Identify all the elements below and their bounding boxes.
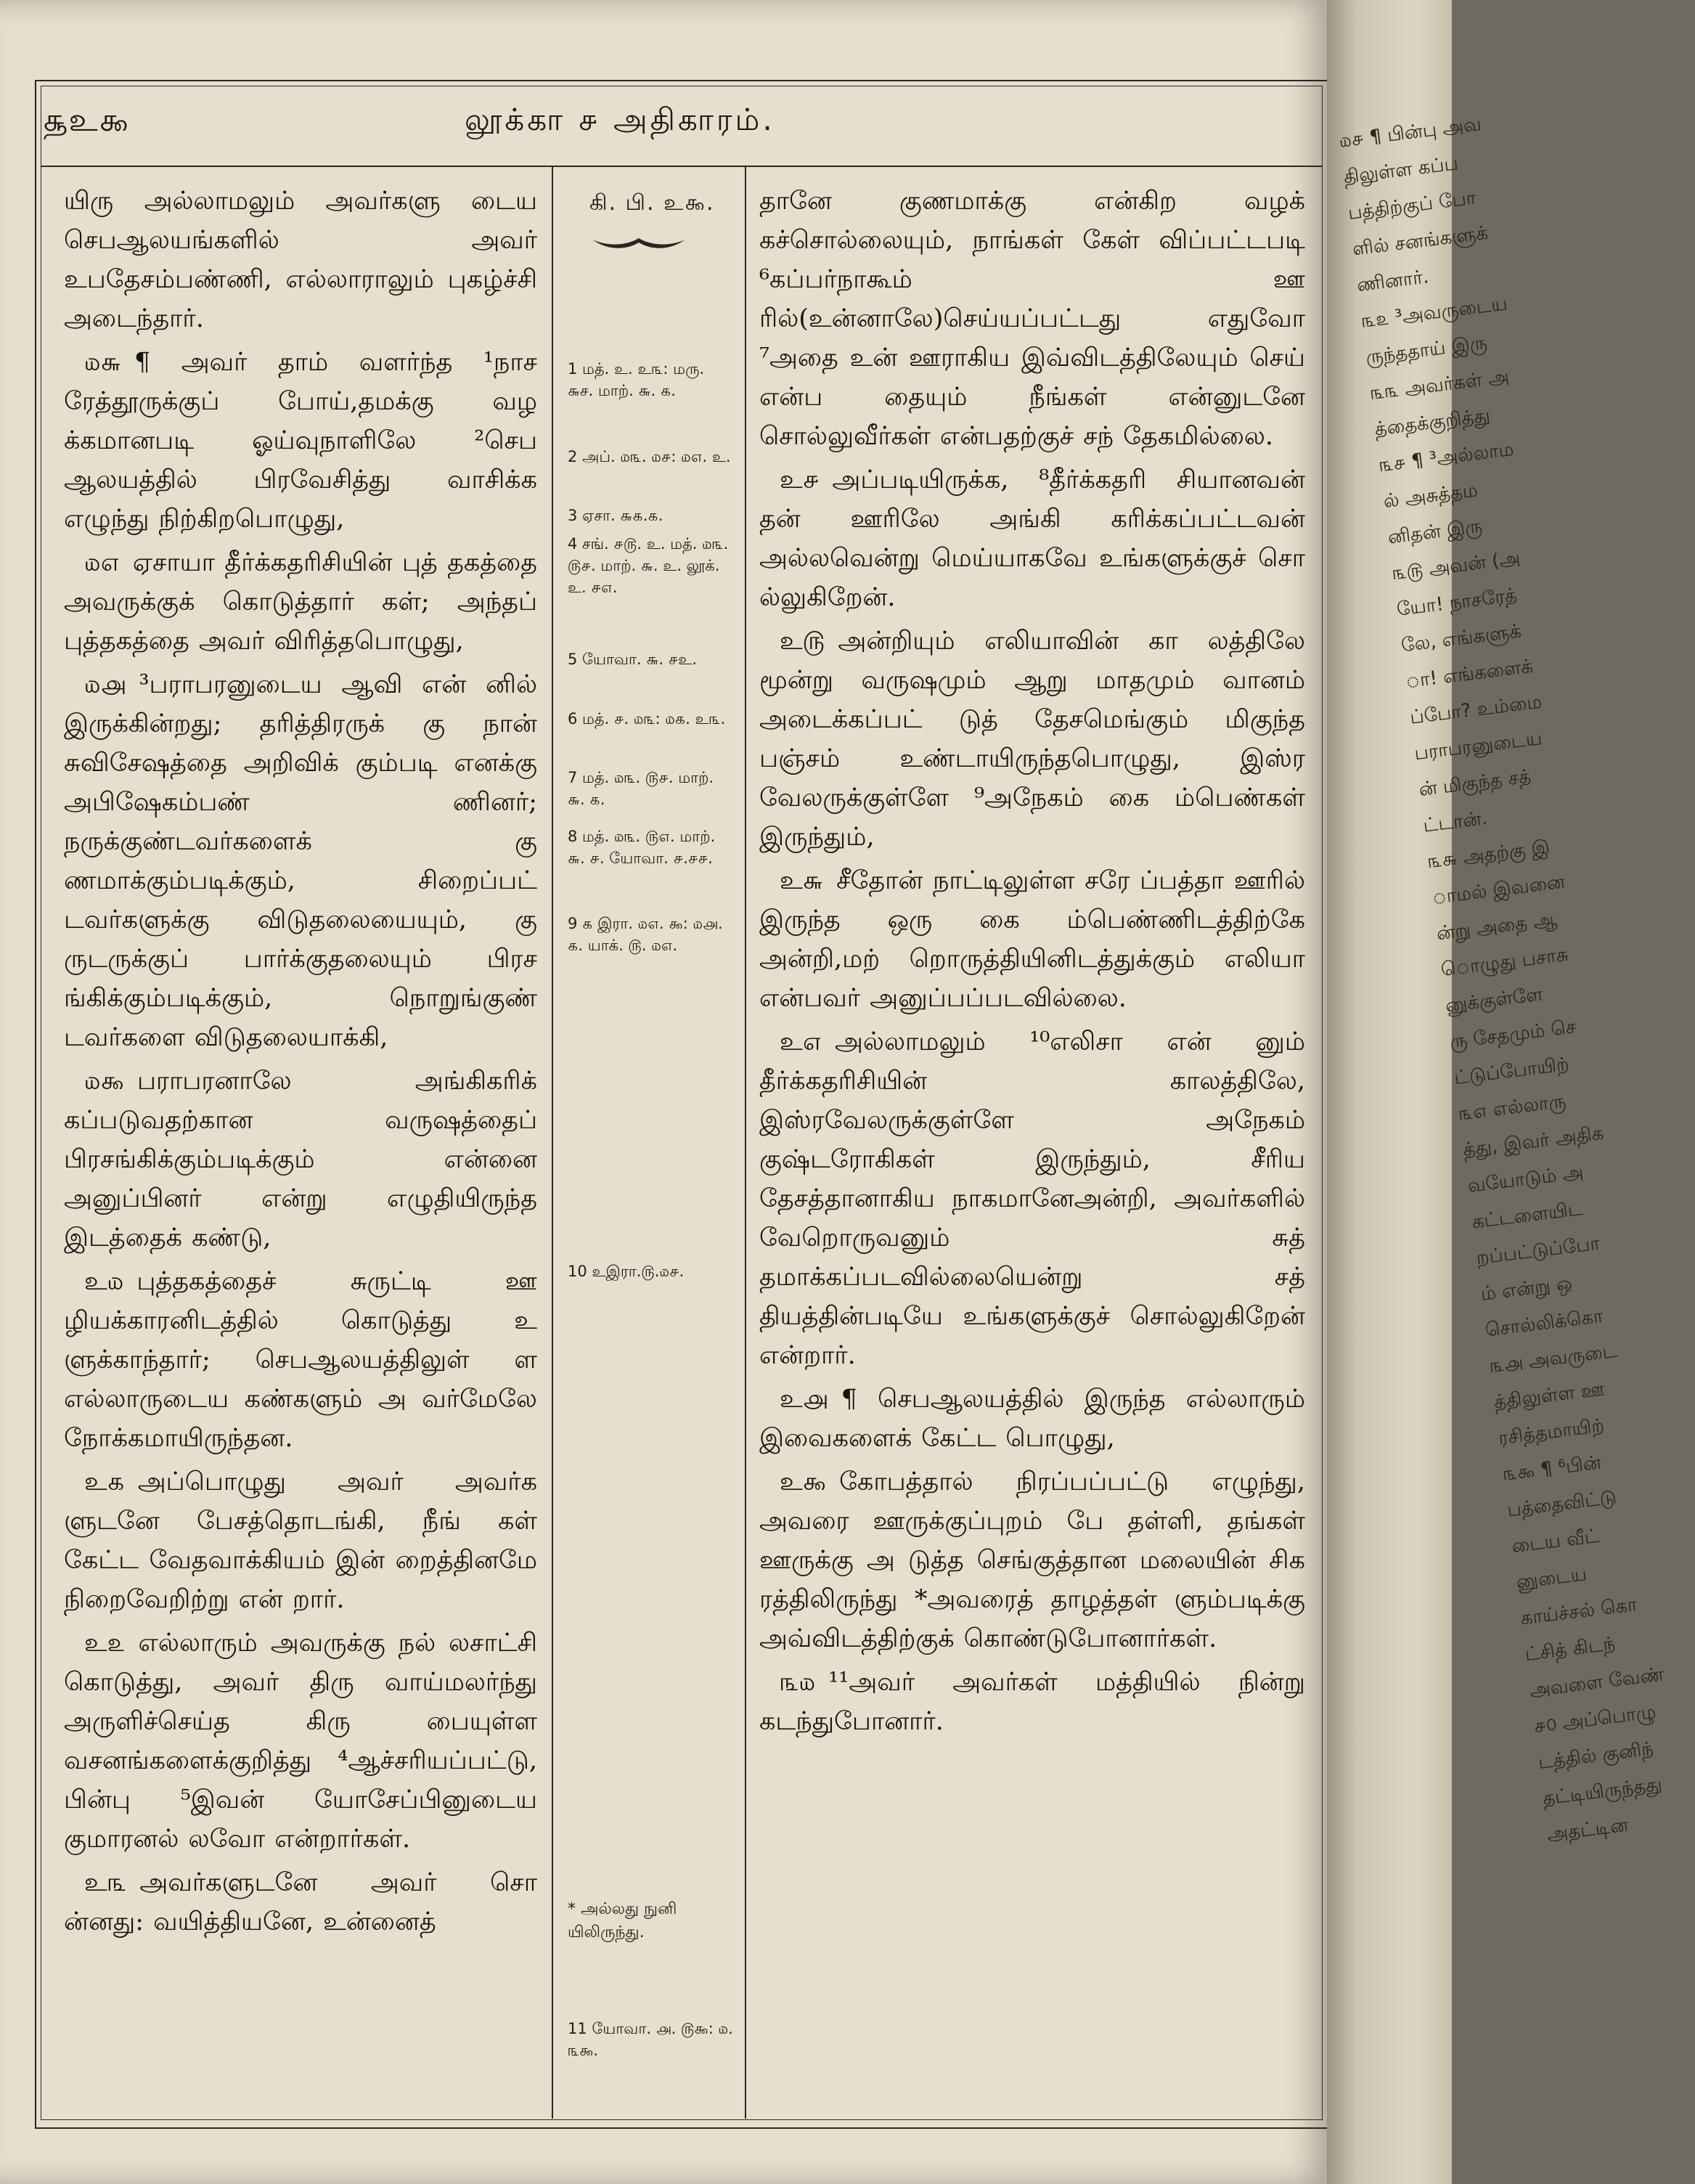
margin-date: கி. பி. உ௯. bbox=[589, 190, 715, 216]
next-page-line: த்திலுள்ள ஊ bbox=[1492, 1378, 1606, 1414]
next-page-line: ௩௨ ³அவருடைய bbox=[1360, 293, 1509, 333]
running-head: லூக்கா ௪ அதிகாரம். bbox=[465, 102, 775, 137]
page-number: ௲உ௯ bbox=[44, 102, 131, 139]
next-page-line: லே, எங்களுக் bbox=[1400, 620, 1523, 657]
verse-text: அப்பொழுது அவர் அவர்க ளுடனே பேசத்தொடங்கி, நீங் கள் கேட்ட வேதவாக்கியம் இன் றைத்தினமே நிறைவேறிற்று என் றார். bbox=[64, 1467, 537, 1614]
header-rule bbox=[41, 166, 1323, 167]
footnote: * அல்லது நுனி யிலிருந்து. bbox=[568, 1900, 677, 1941]
cross-reference: 9 ௧ இரா. ௰௭. ௯: ௰௮. ௧. யாக். ௫. ௰௭. bbox=[568, 915, 723, 954]
verse-number: உ௨ bbox=[84, 1629, 126, 1658]
column-rule-left bbox=[552, 166, 553, 2119]
verse-paragraph bbox=[64, 1863, 537, 1941]
cross-reference: 4 சங். ௪௫. உ. மத். ௰௩. ௫௪. மாற். ௬. உ. லூக். உ. ௪௭. bbox=[568, 535, 729, 596]
verse-paragraph bbox=[64, 1262, 537, 1458]
cross-reference: 6 மத். ௪. ௰௩: ௰௧. உ௩. bbox=[568, 710, 726, 728]
next-page-line: ா! எங்களைக் bbox=[1404, 655, 1535, 693]
next-page-line: னுக்குள்ளே bbox=[1444, 983, 1545, 1017]
next-page-line: கட்டளையிட bbox=[1471, 1198, 1585, 1234]
verse-text: ¶ அவர் தாம் வளர்ந்த ¹நாச ரேத்தூருக்குப் போய்,தமக்கு வழ க்கமானபடி ஓய்வுநாளிலே ²செப ஆலயத்தில் பிரவேசித்து வாசிக்க எழுந்து நிற்கிறபொழுது, bbox=[64, 348, 537, 534]
verse-text: தானே குணமாக்கு என்கிற வழக் கச்சொல்லையும், நாங்கள் கேள் விப்பட்டபடி ⁶கப்பர்நாகூம் ஊ ரில்(உன்னாலே)செய்யப்பட்டது எதுவோ ⁷அதை உன் ஊராகிய இவ்விடத்திலேயும் செய் என்ப தையும் நீங்கள் என்னுடனே சொல்லுவீர்கள் என்பதற்குச் சந் தேகமில்லை. bbox=[759, 187, 1305, 451]
next-page-line: வயோடும் அ bbox=[1466, 1161, 1585, 1197]
verse-paragraph bbox=[759, 460, 1305, 617]
verse-paragraph bbox=[759, 861, 1305, 1018]
next-page-line: அவளை வேண் bbox=[1528, 1663, 1666, 1702]
verse-paragraph bbox=[759, 1663, 1305, 1741]
next-page-line: ௩௫ அவன் (அ bbox=[1391, 547, 1522, 585]
next-page-line: ம் என்று ஒ bbox=[1479, 1272, 1574, 1305]
cross-reference: 11 யோவா. ௮. ௫௯: ௰. ௩௯. bbox=[568, 2020, 733, 2059]
verse-paragraph bbox=[64, 343, 537, 539]
next-page-line: ல் அசுத்தம bbox=[1382, 479, 1479, 513]
next-page-line: ன்று அதை ஆ bbox=[1435, 908, 1559, 945]
next-page-line: அதட்டின bbox=[1545, 1814, 1630, 1846]
verse-number: உ௬ bbox=[780, 866, 824, 895]
verse-text: அன்றியும் எலியாவின் கா லத்திலே மூன்று வருஷமும் ஆறு மாதமும் வானம் அடைக்கப்பட் டுத் தேசமெங்கும் மிகுந்த பஞ்சம் உண்டாயிருந்தபொழுது, இஸ்ர வேலருக்குள்ளே ⁹அநேகம் கை ம்பெண்கள் இருந்தும், bbox=[759, 627, 1305, 852]
next-page-line: ௩௯ ¶ ⁶பின் bbox=[1501, 1451, 1603, 1486]
next-page-line: ொழுது பசாசு bbox=[1439, 943, 1570, 982]
next-page-line: னிதன் இரு bbox=[1386, 515, 1484, 549]
next-page-line: ட்டான். bbox=[1421, 807, 1489, 837]
verse-number: ௰௭ bbox=[84, 548, 120, 577]
cross-reference: 10 உஇரா.௫.௰௪. bbox=[568, 1263, 685, 1280]
next-page-line: டைய வீட் bbox=[1510, 1525, 1601, 1558]
next-page-line: ன் மிகுந்த சத் bbox=[1417, 765, 1532, 801]
verse-text: அவர்களுடனே அவர் சொ ன்னது: வயித்தியனே, உன்னைத் bbox=[64, 1868, 537, 1936]
verse-number: உ௫ bbox=[780, 627, 825, 656]
verse-number: உ௪ bbox=[780, 465, 820, 494]
verse-paragraph bbox=[64, 665, 537, 1057]
verse-number: உ௩ bbox=[84, 1868, 127, 1897]
verse-paragraph bbox=[759, 1380, 1305, 1458]
next-page-line: திலுள்ள கப்ப bbox=[1342, 152, 1460, 189]
next-page-line: ணினார். bbox=[1355, 266, 1430, 297]
next-page-line: சொல்லிக்கொ bbox=[1484, 1305, 1605, 1342]
next-page-line: ருந்ததாய் இரு bbox=[1364, 332, 1489, 369]
cross-reference: 2 அப். ௰௩. ௰௪: ௰௭. உ. bbox=[568, 448, 731, 465]
verse-text: புத்தகத்தைச் சுருட்டி ஊ ழியக்காரனிடத்தில் கொடுத்து உ ளுக்காந்தார்; செபஆலயத்திலுள் ள எல்லாருடைய கண்களும் அ வர்மேலே நோக்கமாயிருந்தன. bbox=[64, 1267, 537, 1453]
verse-paragraph bbox=[64, 1462, 537, 1619]
verse-paragraph bbox=[64, 1062, 537, 1258]
verse-paragraph bbox=[759, 1462, 1305, 1658]
cross-reference: 1 மத். உ. உ௩: மரு. ௬ச. மாற். ௬. ௧. bbox=[568, 360, 705, 399]
verse-number: ௰௯ bbox=[84, 1067, 124, 1096]
next-page-line: ௰௪ ¶ பின்பு அவ bbox=[1338, 113, 1483, 152]
verse-text: கோபத்தால் நிரப்பப்பட்டு எழுந்து, அவரை ஊருக்குப்புறம் பே தள்ளி, தங்கள் ஊருக்கு அ டுத்த செங்குத்தான மலையின் சிக ரத்திலிருந்து *அவரைத் தாழத்தள் ளும்படிக்கு அவ்விடத்திற்குக் கொண்டுபோனார்கள். bbox=[759, 1467, 1305, 1653]
verse-text: சீதோன் நாட்டிலுள்ள சரே ப்பத்தா ஊரில் இருந்த ஒரு கை ம்பெண்ணிடத்திற்கே அன்றி,மற் றொருத்தியினிடத்துக்கும் எலியா என்பவர் அனுப்பப்படவில்லை. bbox=[759, 866, 1305, 1013]
cross-reference: 5 யோவா. ௬. ௪உ. bbox=[568, 651, 698, 668]
verse-paragraph bbox=[64, 1623, 537, 1859]
verse-text: ஏசாயா தீர்க்கதரிசியின் புத் தகத்தை அவருக்குக் கொடுத்தார் கள்; அந்தப் புத்தகத்தை அவர் விரித்தபொழுது, bbox=[64, 548, 537, 656]
next-page-line: ரசித்தமாயிற் bbox=[1497, 1414, 1606, 1450]
verse-number: ௰௮ bbox=[84, 670, 126, 699]
verse-text: ³பராபரனுடைய ஆவி என் னில் இருக்கின்றது; தரித்திரருக் கு நான் சுவிசேஷத்தை அறிவிக் கும்படி எனக்கு அபிஷேகம்பண் ணினர்; நருக்குண்டவர்களைக் கு ணமாக்கும்படிக்கும், சிறைப்பட் டவர்களுக்கு விடுதலையையும், கு ருடருக்குப் பார்க்குதலையும் பிரச ங்கிக்கும்படிக்கும், நொறுங்குண் டவர்களை விடுதலையாக்கி, bbox=[64, 670, 537, 1052]
next-page-line: பத்தைவிட்டு bbox=[1506, 1486, 1618, 1522]
verse-text: அப்படியிருக்க, ⁸தீர்க்கதரி சியானவன் தன் ஊரிலே அங்கி கரிக்கப்பட்டவன் அல்லவென்று மெய்யாகவே உங்களுக்குச் சொ ல்லுகிறேன். bbox=[759, 465, 1305, 612]
next-page-line: ௩௬ அதற்கு இ bbox=[1426, 836, 1551, 873]
verse-number: உ௧ bbox=[84, 1467, 125, 1496]
verse-text: எல்லாரும் அவருக்கு நல் லசாட்சி கொடுத்து, அவர் திரு வாய்மலர்ந்து அருளிச்செய்த கிரு பையுள்ள வசனங்களைக்குறித்து ⁴ஆச்சரியப்பட்டு, பின்பு ⁵இவன் யோசேப்பினுடைய குமாரனல் லவோ என்றார்கள். bbox=[64, 1629, 537, 1854]
next-page-line: ட்சித் கிடந் bbox=[1524, 1633, 1617, 1666]
next-page-line: த்தைக்குறித்து bbox=[1373, 404, 1492, 441]
verse-text: ¹¹அவர் அவர்கள் மத்தியில் நின்று கடந்துபோனார். bbox=[759, 1668, 1305, 1736]
next-page-line: யோ! நாசரேத் bbox=[1395, 584, 1519, 621]
verse-paragraph bbox=[759, 182, 1305, 456]
verse-number: உ௰ bbox=[84, 1267, 124, 1296]
cross-reference: 3 ஏசா. ௬௧.௧. bbox=[568, 507, 663, 524]
next-page-line: காய்ச்சல் கொ bbox=[1519, 1593, 1639, 1630]
next-page-line: டத்தில் குனிந் bbox=[1537, 1737, 1655, 1774]
next-page-line: பராபரனுடைய bbox=[1413, 728, 1544, 765]
next-page-line: ாமல் இவனை bbox=[1431, 871, 1567, 909]
next-page-edge bbox=[1327, 0, 1666, 2184]
cross-reference: 8 மத். ௰௩. ௫௭. மாற். ௬. ௪. யோவா. ௪.௪௪. bbox=[568, 828, 716, 867]
next-page-line: ௩௪ ¶ ³அல்லாம bbox=[1378, 438, 1516, 477]
verse-number: உ௯ bbox=[780, 1467, 827, 1496]
verse-number: ௰௬ bbox=[84, 348, 121, 377]
column-rule-right bbox=[745, 166, 746, 2119]
next-page-line: றப்பட்டுப்போ bbox=[1475, 1232, 1601, 1270]
next-page-line: ௪௦ அப்பொழு bbox=[1532, 1700, 1657, 1738]
verse-text: ¶ செபஆலயத்தில் இருந்த எல்லாரும் இவைகளைக் கேட்ட பொழுது, bbox=[759, 1385, 1305, 1453]
verse-number: உ௮ bbox=[780, 1385, 828, 1414]
ornament-icon bbox=[589, 234, 688, 254]
next-page-line: ட்டுப்போயிற் bbox=[1453, 1053, 1571, 1090]
next-page-line: தட்டியிருந்தது bbox=[1541, 1773, 1664, 1810]
next-page-line: ௩௭ எல்லாரு bbox=[1457, 1090, 1567, 1125]
text-column-left bbox=[64, 182, 537, 1946]
text-column-right bbox=[759, 182, 1305, 1745]
cross-reference: 7 மத். ௰௩. ௫௪. மாற். ௬. ௧. bbox=[568, 769, 714, 808]
next-page-line: ரு சேதமும் செ bbox=[1448, 1016, 1577, 1054]
next-page-line: ௩௮ அவருடை bbox=[1488, 1340, 1619, 1378]
verse-number: ௩௰ bbox=[780, 1668, 816, 1697]
verse-number: உ௭ bbox=[780, 1027, 822, 1056]
verse-text: பராபரனாலே அங்கிகரிக் கப்படுவதற்கான வருஷத்தைப் பிரசங்கிக்கும்படிக்கும் என்னை அனுப்பினர் என்று எழுதியிருந்த இடத்தைக் கண்டு, bbox=[64, 1067, 537, 1252]
next-page-line: ளில் சனங்களுக் bbox=[1351, 221, 1490, 261]
verse-paragraph bbox=[64, 543, 537, 661]
verse-text: யிரு அல்லாமலும் அவர்களு டைய செபஆலயங்களில் அவர் உபதேசம்பண்ணி, எல்லாராலும் புகழ்ச்சி அடைந்தார். bbox=[64, 187, 537, 333]
next-page-line: ப்போ? உம்மை bbox=[1408, 690, 1543, 729]
verse-paragraph bbox=[64, 182, 537, 338]
verse-paragraph bbox=[759, 622, 1305, 857]
next-page-text bbox=[1337, 107, 1686, 1853]
verse-paragraph bbox=[759, 1022, 1305, 1375]
next-page-line: பத்திற்குப் போ bbox=[1347, 187, 1477, 224]
next-page-line: னுடைய bbox=[1514, 1563, 1588, 1594]
verse-text: அல்லாமலும் ¹⁰எலிசா என் னும் தீர்க்கதரிசியின் காலத்திலே, இஸ்ரவேலருக்குள்ளே அநேகம் குஷ்டரோகிகள் இருந்தும், சீரிய தேசத்தானாகிய நாகமானேஅன்றி, அவர்களில் வேறொருவனும் சுத் தமாக்கப்படவில்லையென்று சத் தியத்தின்படியே உங்களுக்குச் சொல்லுகிறேன் என்றார். bbox=[759, 1027, 1305, 1370]
next-page-line: த்து, இவர் அதிக bbox=[1461, 1122, 1605, 1162]
next-page-line: ௩௩ அவர்கள் அ bbox=[1368, 365, 1511, 405]
